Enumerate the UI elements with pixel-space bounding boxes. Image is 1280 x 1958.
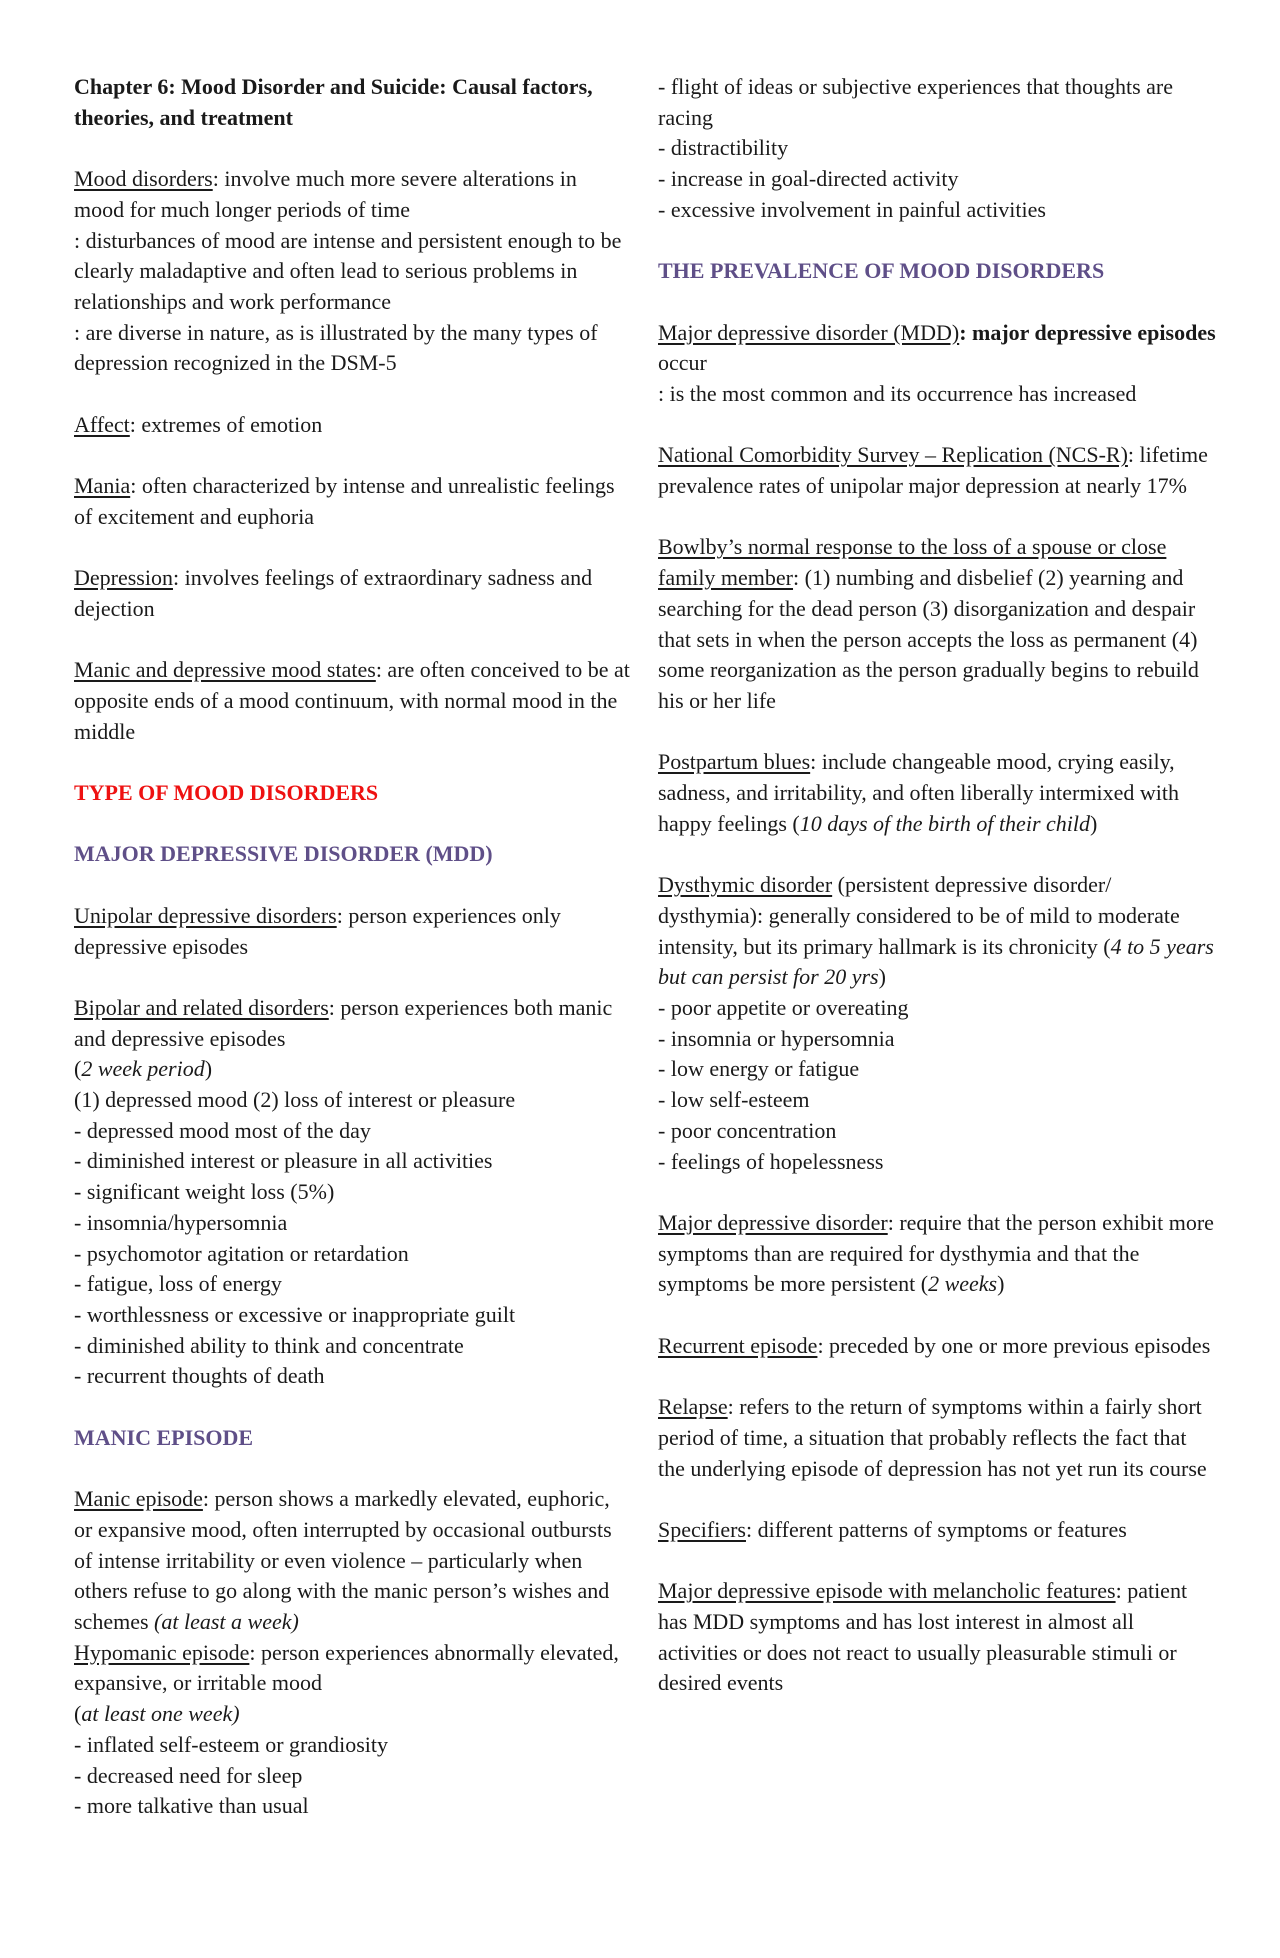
paren: ) — [878, 964, 886, 990]
term-affect: Affect — [74, 411, 130, 437]
list-item: - diminished interest or pleasure in all activities — [74, 1148, 493, 1174]
term-bipolar: Bipolar and related disorders — [74, 994, 329, 1020]
definition-text: : involves feelings of extraordinary sadness and dejection — [74, 565, 593, 621]
term-ncs: National Comorbidity Survey – Replication (NCS-R) — [658, 442, 1128, 468]
document-title: Chapter 6: Mood Disorder and Suicide: Causal factors, theories, and treatment — [74, 74, 593, 130]
list-item: - worthlessness or excessive or inappropriate guilt — [74, 1301, 516, 1327]
bold-text: major depressive episodes — [966, 319, 1216, 345]
paren: ) — [997, 1271, 1005, 1297]
mdd-core-symptoms: (1) depressed mood (2) loss of interest or pleasure — [74, 1087, 516, 1113]
term-dysthymic: Dysthymic disorder — [658, 872, 833, 898]
definition-text: : person experiences both manic and depressive episodes — [74, 994, 613, 1051]
paragraph-recurrent-episode — [658, 1331, 1218, 1362]
paragraph-major-depressive-disorder — [658, 1208, 1218, 1300]
term-postpartum: Postpartum blues — [658, 749, 811, 775]
list-item: - decreased need for sleep — [74, 1762, 303, 1788]
term-depression: Depression — [74, 565, 173, 591]
term-specifiers: Specifiers — [658, 1516, 746, 1542]
paragraph-depression — [74, 563, 630, 624]
list-item: - low self-esteem — [658, 1087, 810, 1113]
list-item: - distractibility — [658, 135, 789, 161]
term-relapse: Relapse — [658, 1394, 728, 1420]
duration-text: 4 to 5 years but can persist for 20 yrs — [658, 933, 1214, 990]
paragraph-unipolar — [74, 901, 630, 962]
definition-text: : lifetime prevalence rates of unipolar major depression at nearly 17% — [658, 442, 1208, 499]
paragraph-mood-disturbances: : disturbances of mood are intense and persistent enough to be clearly maladaptive and often lead to serious problems in relationships and work performance — [74, 227, 622, 314]
duration-text: 10 days of the birth of their child — [799, 810, 1090, 836]
definition-text: : preceded by one or more previous episodes — [817, 1332, 1211, 1358]
definition-text: : require that the person exhibit more symptoms than are required for dysthymia and that the symptoms be more persistent ( — [658, 1209, 1214, 1297]
heading-types-of-mood-disorders: TYPE OF MOOD DISORDERS — [74, 780, 379, 806]
paragraph-manic-episode — [74, 1484, 630, 1638]
list-item: - poor concentration — [658, 1117, 837, 1143]
duration-text: 2 weeks — [928, 1271, 998, 1297]
paragraph-mdd-common: : is the most common and its occurrence has increased — [658, 381, 1137, 406]
paragraph-hypomanic-episode — [74, 1638, 630, 1699]
heading-manic-episode: MANIC EPISODE — [74, 1424, 254, 1450]
term-melancholic: Major depressive episode with melancholic features — [658, 1578, 1116, 1604]
definition-text: : different patterns of symptoms or features — [745, 1516, 1127, 1542]
list-item: - fatigue, loss of energy — [74, 1271, 282, 1297]
term-mood-states: Manic and depressive mood states — [74, 657, 376, 683]
dysthymic-symptom-list — [658, 993, 1218, 1177]
list-item: - psychomotor agitation or retardation — [74, 1240, 409, 1266]
term-manic-episode: Manic episode — [74, 1486, 203, 1512]
duration-text: at least one week) — [81, 1701, 240, 1727]
list-item: - feelings of hopelessness — [658, 1148, 884, 1174]
term-recurrent-episode: Recurrent episode — [658, 1332, 818, 1358]
mdd-symptom-list — [74, 1116, 630, 1392]
list-item: - more talkative than usual — [74, 1793, 309, 1819]
definition-text: occur — [658, 350, 707, 376]
manic-symptom-list — [658, 72, 1218, 226]
list-item: - depressed mood most of the day — [74, 1117, 371, 1143]
duration-text: (at least a week) — [154, 1608, 299, 1634]
heading-major-depressive-disorder: MAJOR DEPRESSIVE DISORDER (MDD) — [74, 841, 493, 867]
list-item: - poor appetite or overeating — [658, 995, 909, 1020]
list-item: - excessive involvement in painful activities — [658, 196, 1046, 222]
list-item: - increase in goal-directed activity — [658, 166, 959, 192]
list-item: - insomnia or hypersomnia — [658, 1025, 895, 1051]
paragraph-dysthymic — [658, 870, 1218, 993]
paren: ) — [1090, 810, 1098, 836]
duration-note — [74, 1054, 630, 1085]
duration-text: 2 week period — [81, 1056, 205, 1082]
term-bowlby: Bowlby’s normal response to the loss of a spouse or close family member — [658, 534, 1167, 591]
paragraph-bowlby — [658, 532, 1218, 716]
definition-text: : patient has MDD symptoms and has lost interest in almost all activities or does not react to usually pleasurable stimuli or desired events — [658, 1578, 1188, 1696]
duration-note — [74, 1699, 630, 1730]
right-column — [658, 72, 1218, 1699]
paren: ( — [74, 1056, 82, 1082]
list-item: - insomnia/hypersomnia — [74, 1209, 288, 1235]
term-hypomanic-episode: Hypomanic episode — [74, 1639, 250, 1665]
paragraph-mania — [74, 471, 630, 532]
term-mdd: Major depressive disorder (MDD) — [658, 319, 960, 345]
definition-text: : often characterized by intense and unrealistic feelings of excitement and euphoria — [74, 473, 615, 529]
definition-text: : person shows a markedly elevated, euphoric, or expansive mood, often interrupted by occasional outbursts of intense irritability or even violence – particularly when others refuse to go along with the manic person’s wishes and schemes — [74, 1486, 612, 1634]
hypomanic-symptom-list — [74, 1730, 630, 1822]
list-item: - low energy or fatigue — [658, 1056, 860, 1082]
paragraph-affect — [74, 410, 630, 441]
paragraph-mdd-prevalence — [658, 318, 1218, 379]
list-item: - diminished ability to think and concentrate — [74, 1332, 464, 1358]
term-mania: Mania — [74, 473, 131, 499]
paragraph-postpartum — [658, 747, 1218, 839]
definition-text: : are often conceived to be at opposite ends of a mood continuum, with normal mood in the middle — [74, 657, 630, 744]
list-item: - recurrent thoughts of death — [74, 1363, 325, 1389]
term-major-depressive-disorder: Major depressive disorder — [658, 1209, 888, 1235]
paragraph-ncs — [658, 440, 1218, 501]
definition-text: (persistent depressive disorder/ dysthymia): generally considered to be of mild to moderate intensity, but its primary hallmark is its chronicity ( — [658, 872, 1180, 959]
list-item: - flight of ideas or subjective experiences that thoughts are racing — [658, 74, 1173, 130]
paren: ) — [204, 1056, 213, 1082]
definition-text: : (1) numbing and disbelief (2) yearning and searching for the dead person (3) disorganization and despair that sets in when the person accepts the loss as permanent (4) some reorganization as the person gradually begins to rebuild his or her life — [658, 565, 1199, 713]
definition-text: : involve much more severe alterations in mood for much longer periods of time — [74, 166, 577, 222]
paragraph-melancholic — [658, 1576, 1218, 1699]
definition-text: : person experiences only depressive episodes — [74, 902, 561, 959]
paragraph-relapse — [658, 1392, 1218, 1484]
paragraph-bipolar — [74, 993, 630, 1054]
paragraph-specifiers — [658, 1515, 1218, 1546]
paragraph-mood-states — [74, 655, 630, 747]
paren: ( — [74, 1701, 82, 1727]
definition-text: : person experiences abnormally elevated, expansive, or irritable mood — [74, 1639, 619, 1696]
definition-text: : include changeable mood, crying easily, sadness, and irritability, and often liberally intermixed with happy feelings ( — [658, 749, 1179, 836]
paragraph-mood-disorders — [74, 164, 630, 225]
heading-prevalence: THE PREVALENCE OF MOOD DISORDERS — [658, 258, 1105, 284]
paragraph-mood-diverse: : are diverse in nature, as is illustrated by the many types of depression recognized in the DSM-5 — [74, 319, 598, 376]
term-unipolar: Unipolar depressive disorders — [74, 902, 337, 928]
list-item: - significant weight loss (5%) — [74, 1179, 335, 1205]
list-item: - inflated self-esteem or grandiosity — [74, 1731, 389, 1757]
left-column — [74, 72, 630, 1822]
colon: : — [959, 319, 967, 345]
definition-text: : refers to the return of symptoms within a fairly short period of time, a situation that probably reflects the fact that the underlying episode of depression has not yet run its course — [658, 1394, 1207, 1481]
term-mood-disorders: Mood disorders — [74, 166, 213, 192]
definition-text: : extremes of emotion — [129, 411, 323, 437]
